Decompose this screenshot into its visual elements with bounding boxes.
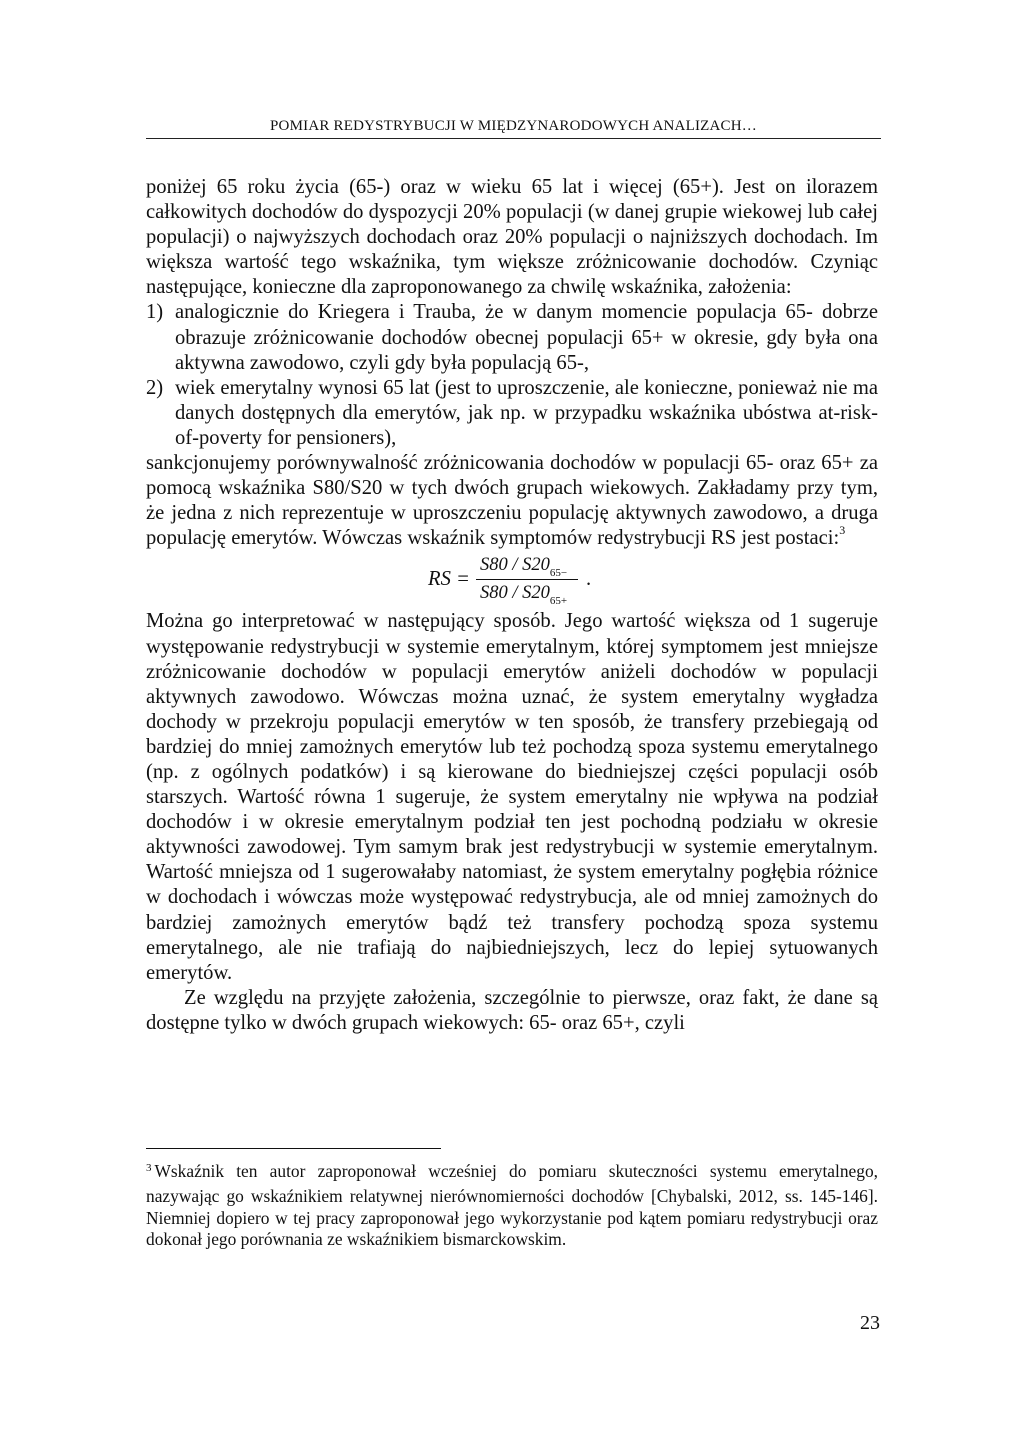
- paragraph-4: Ze względu na przyjęte założenia, szczególnie to pierwsze, oraz fakt, że dane są dostępne tylko w dwóch grupach wiekowych: 65- oraz 65+, czyli: [146, 986, 878, 1034]
- formula-numerator: [480, 553, 567, 580]
- footnote-reference: 3: [839, 523, 846, 538]
- formula-denominator: [480, 581, 567, 608]
- list-item-number: 1): [146, 301, 164, 324]
- list-item-number: 2): [146, 376, 164, 399]
- footnote: [146, 1161, 878, 1251]
- rs-formula: [146, 551, 878, 609]
- list-item-text: wiek emerytalny wynosi 65 lat (jest to uproszczenie, ale konieczne, ponieważ nie ma danych dostępnych dla emerytów, jak np. w przypadku wskaźnika ubóstwa at-risk-of-poverty for pensioners),: [175, 376, 878, 449]
- list-item: [146, 300, 878, 375]
- formula-end: .: [586, 568, 592, 591]
- list-item-text: analogicznie do Kriegera i Trauba, że w danym momencie populacja 65- dobrze obrazuje zróżnicowanie dochodów obecnej populacji 65+ w okresie, gdy była ona aktywna zawodowo, czyli gdy była populacją 65-,: [175, 301, 878, 374]
- header-rule: [146, 138, 881, 139]
- denominator-main: S80 / S20: [480, 583, 550, 604]
- denominator-subscript: 65+: [549, 595, 568, 608]
- footnote-mark: 3: [146, 1162, 152, 1174]
- running-header: POMIAR REDYSTRYBUCJI W MIĘDZYNARODOWYCH ANALIZACH…: [270, 118, 757, 134]
- footnote-rule: [146, 1148, 441, 1149]
- paragraph-1: poniżej 65 roku życia (65-) oraz w wieku 65 lat i więcej (65+). Jest on ilorazem całkowitych dochodów do dyspozycji 20% populacji (w danej grupie wiekowej lub całej populacji) o najwyższych dochodach oraz 20% populacji o najniższych dochodach. Im większa wartość tego wskaźnika, tym większe zróżnicowanie dochodów. Czyniąc następujące, konieczne dla zaproponowanego za chwilę wskaźnika, założenia:: [146, 176, 878, 299]
- paragraph-2: [146, 451, 878, 551]
- numerator-main: S80 / S20: [480, 555, 550, 576]
- formula-lhs: RS =: [428, 568, 470, 591]
- numerator-subscript: 65−: [549, 567, 568, 580]
- fraction-bar: [476, 579, 578, 580]
- footnote-text: Wskaźnik ten autor zaproponował wcześniej do pomiaru skuteczności systemu emerytalnego, nazywając go wskaźnikiem relatywnej nierównomierności dochodów [Chybalski, 2012, ss. 145-146]. Niemniej dopiero w tej pracy zaproponował jego wykorzystanie pod kątem pomiaru redystrybucji oraz dokonał jego porównania ze wskaźnikiem bismarckowskim.: [146, 1161, 878, 1250]
- page-number: 23: [860, 1312, 880, 1334]
- list-item: [146, 376, 878, 451]
- paragraph-2-text: sankcjonujemy porównywalność zróżnicowania dochodów w populacji 65- oraz 65+ za pomocą wskaźnika S80/S20 w tych dwóch grupach wiekowych. Zakładamy przy tym, że jedna z nich reprezentuje w uproszczeniu populację aktywnych zawodowo, a druga populację emerytów. Wówczas wskaźnik symptomów redystrybucji RS jest postaci:: [146, 452, 878, 550]
- paragraph-3: Można go interpretować w następujący sposób. Jego wartość większa od 1 sugeruje występowanie redystrybucji w systemie emerytalnym, której symptomem jest mniejsze zróżnicowanie dochodów w populacji emerytów aniżeli dochodów w populacji aktywnych zawodowo. Wówczas można uznać, że system emerytalny wygładza dochody w przekroju populacji emerytów w ten sposób, że transfery przebiegają od bardziej do mniej zamożnych emerytów lub też pochodzą spoza systemu emerytalnego (np. z ogólnych podatków) i są kierowane do biedniejszej części populacji osób starszych. Wartość równa 1 sugeruje, że system emerytalny nie wpływa na podział dochodów i w okresie emerytalnym podział ten jest pochodną podziału w okresie aktywności zawodowej. Tym samym brak jest redystrybucji w systemie emerytalnym. Wartość mniejsza od 1 sugerowałaby natomiast, że system emerytalny pogłębia różnice w dochodach i wówczas może występować redystrybucja, ale od mniej zamożnych do bardziej zamożnych emerytów bądź też transfery pochodzą spoza systemu emerytalnego, ale nie trafiają do najbiedniejszych, lecz do lepiej sytuowanych emerytów.: [146, 610, 878, 984]
- assumptions-list: [146, 300, 878, 451]
- main-text: [146, 175, 878, 1036]
